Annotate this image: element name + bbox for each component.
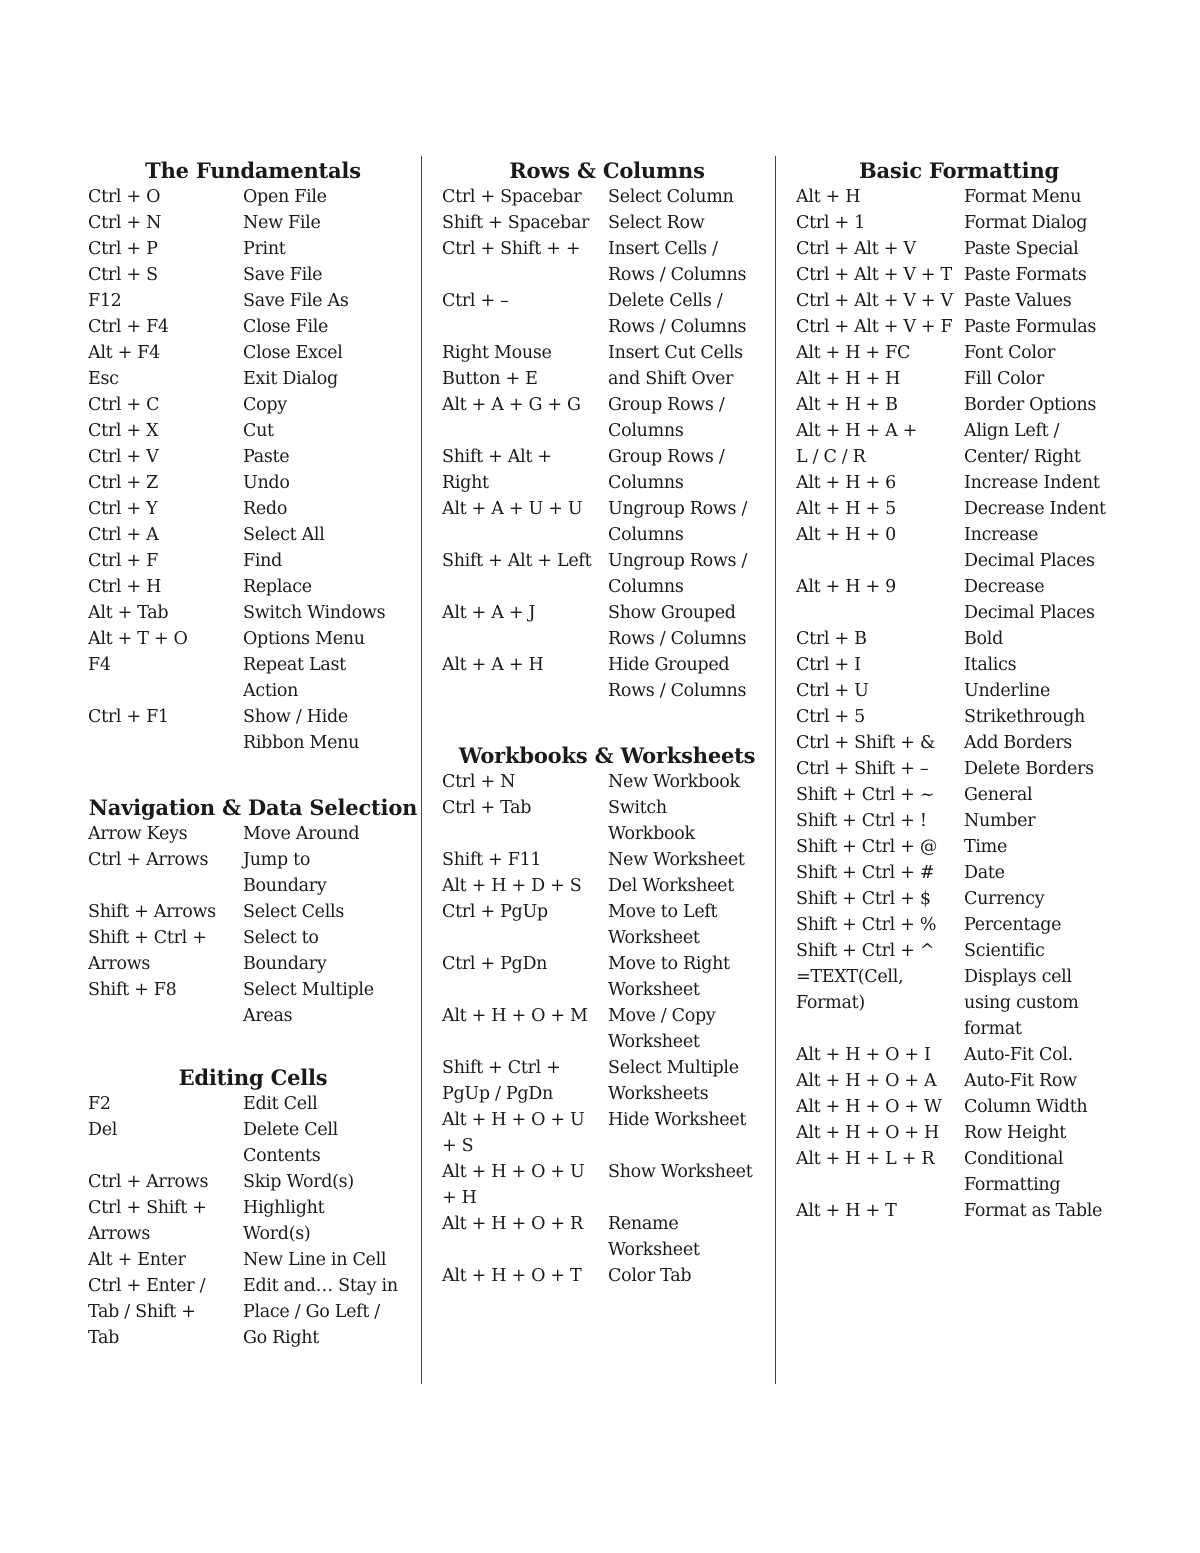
shortcut-row bbox=[796, 418, 1122, 470]
shortcut-row bbox=[88, 444, 418, 470]
shortcut-row bbox=[796, 1198, 1122, 1224]
shortcut-keys: Ctrl + C bbox=[88, 395, 160, 415]
shortcut-keys: Alt + A + G + G bbox=[442, 395, 581, 415]
shortcut-row bbox=[796, 678, 1122, 704]
shortcut-row bbox=[796, 756, 1122, 782]
shortcut-description: Scientific bbox=[964, 941, 1045, 961]
shortcut-row bbox=[796, 938, 1122, 964]
shortcut-keys: Shift + F8 bbox=[88, 980, 177, 1000]
shortcut-keys: Ctrl + 1 bbox=[796, 213, 865, 233]
shortcut-keys: Alt + H + O + R bbox=[442, 1214, 583, 1234]
shortcut-keys: Ctrl + F4 bbox=[88, 317, 169, 337]
shortcut-row bbox=[796, 522, 1122, 574]
shortcut-keys: Ctrl + A bbox=[88, 525, 159, 545]
section-title: The Fundamentals bbox=[145, 158, 361, 183]
shortcut-keys: Alt + H + O + U + S bbox=[442, 1110, 585, 1156]
section-title: Basic Formatting bbox=[858, 158, 1060, 183]
shortcut-row bbox=[796, 1120, 1122, 1146]
shortcut-description: Conditional Formatting bbox=[964, 1149, 1064, 1195]
shortcut-keys: Alt + H + O + M bbox=[442, 1006, 588, 1026]
shortcut-row bbox=[88, 704, 418, 756]
shortcut-row bbox=[442, 548, 772, 600]
shortcut-row bbox=[442, 288, 772, 340]
shortcut-row bbox=[88, 418, 418, 444]
shortcut-row bbox=[796, 210, 1122, 236]
shortcut-row bbox=[88, 925, 418, 977]
shortcut-keys: Ctrl + Alt + V + F bbox=[796, 317, 953, 337]
shortcut-keys: Ctrl + V bbox=[88, 447, 159, 467]
shortcut-description: Find bbox=[243, 551, 283, 571]
shortcut-row bbox=[442, 795, 772, 847]
shortcut-description: Highlight Word(s) bbox=[243, 1198, 325, 1244]
shortcut-keys: F12 bbox=[88, 291, 122, 311]
shortcut-description: Select Row bbox=[608, 213, 705, 233]
shortcut-row bbox=[442, 652, 772, 704]
shortcut-keys: Ctrl + Spacebar bbox=[442, 187, 582, 207]
section-editing bbox=[88, 1065, 418, 1351]
shortcut-description: Delete Cell Contents bbox=[243, 1120, 338, 1166]
shortcut-description: Paste bbox=[243, 447, 290, 467]
shortcut-description: Delete Borders bbox=[964, 759, 1094, 779]
shortcut-list bbox=[88, 821, 418, 1029]
shortcut-list bbox=[442, 769, 772, 1289]
shortcut-description: Ungroup Rows / Columns bbox=[608, 499, 748, 545]
shortcut-row bbox=[442, 444, 772, 496]
shortcut-description: Redo bbox=[243, 499, 288, 519]
shortcut-description: Exit Dialog bbox=[243, 369, 338, 389]
shortcut-description: New Line in Cell bbox=[243, 1250, 387, 1270]
shortcut-description: Show Worksheet bbox=[608, 1162, 753, 1182]
shortcut-description: Close Excel bbox=[243, 343, 343, 363]
shortcut-description: Paste Formulas bbox=[964, 317, 1097, 337]
shortcut-keys: Shift + Ctrl + ^ bbox=[796, 941, 935, 961]
shortcut-row bbox=[88, 366, 418, 392]
shortcut-keys: Alt + H + L + R bbox=[796, 1149, 935, 1169]
column-middle bbox=[432, 152, 772, 1387]
shortcut-keys: Ctrl + F bbox=[88, 551, 158, 571]
shortcut-description: Insert Cut Cells and Shift Over bbox=[608, 343, 743, 389]
shortcut-row bbox=[88, 600, 418, 626]
shortcut-keys: Alt + T + O bbox=[88, 629, 188, 649]
shortcut-row bbox=[796, 314, 1122, 340]
shortcut-row bbox=[796, 392, 1122, 418]
shortcut-description: Strikethrough bbox=[964, 707, 1085, 727]
shortcut-keys: =TEXT(Cell, Format) bbox=[796, 967, 904, 1013]
shortcut-row bbox=[88, 262, 418, 288]
shortcut-keys: Alt + H + H bbox=[796, 369, 901, 389]
shortcut-description: Jump to Boundary bbox=[243, 850, 327, 896]
shortcut-keys: Ctrl + Alt + V + V bbox=[796, 291, 953, 311]
shortcut-row bbox=[796, 470, 1122, 496]
shortcut-keys: Alt + H + O + T bbox=[442, 1266, 582, 1286]
shortcut-description: Options Menu bbox=[243, 629, 365, 649]
shortcut-keys: Alt + H + O + U + H bbox=[442, 1162, 585, 1208]
shortcut-keys: Shift + Alt + Right bbox=[442, 447, 552, 493]
shortcut-description: Undo bbox=[243, 473, 290, 493]
shortcut-row bbox=[796, 626, 1122, 652]
shortcut-description: Show / Hide Ribbon Menu bbox=[243, 707, 360, 753]
column-right bbox=[786, 152, 1122, 1387]
shortcut-keys: Shift + Ctrl + % bbox=[796, 915, 937, 935]
shortcut-keys: F4 bbox=[88, 655, 111, 675]
shortcut-row bbox=[88, 847, 418, 899]
section-title: Rows & Columns bbox=[509, 158, 705, 183]
shortcut-description: Del Worksheet bbox=[608, 876, 734, 896]
shortcut-description: Border Options bbox=[964, 395, 1097, 415]
shortcut-row bbox=[796, 1094, 1122, 1120]
shortcut-row bbox=[442, 1055, 772, 1107]
shortcut-keys: Alt + A + U + U bbox=[442, 499, 583, 519]
shortcut-keys: Alt + H + O + I bbox=[796, 1045, 931, 1065]
shortcut-description: Select Multiple Areas bbox=[243, 980, 374, 1026]
shortcut-row bbox=[88, 1169, 418, 1195]
shortcut-row bbox=[88, 236, 418, 262]
shortcut-description: Italics bbox=[964, 655, 1017, 675]
shortcut-row bbox=[442, 210, 772, 236]
shortcut-description: Underline bbox=[964, 681, 1051, 701]
shortcut-description: Select Column bbox=[608, 187, 734, 207]
shortcut-keys: Ctrl + F1 bbox=[88, 707, 169, 727]
shortcut-description: Color Tab bbox=[608, 1266, 692, 1286]
shortcut-description: Format as Table bbox=[964, 1201, 1103, 1221]
shortcut-row bbox=[88, 1195, 418, 1247]
shortcut-keys: Shift + Arrows bbox=[88, 902, 216, 922]
section-rows-columns bbox=[442, 158, 772, 704]
shortcut-row bbox=[796, 704, 1122, 730]
column-left bbox=[78, 152, 418, 1387]
shortcut-keys: Esc bbox=[88, 369, 119, 389]
shortcut-description: Copy bbox=[243, 395, 287, 415]
shortcut-description: Select to Boundary bbox=[243, 928, 327, 974]
shortcut-row bbox=[796, 366, 1122, 392]
shortcut-keys: Shift + Alt + Left bbox=[442, 551, 592, 571]
section-navigation bbox=[88, 795, 418, 1029]
shortcut-description: Select Multiple Worksheets bbox=[608, 1058, 739, 1104]
shortcut-description: Format Dialog bbox=[964, 213, 1088, 233]
shortcut-row bbox=[796, 340, 1122, 366]
shortcut-description: General bbox=[964, 785, 1033, 805]
shortcut-row bbox=[88, 522, 418, 548]
shortcut-description: Select Cells bbox=[243, 902, 345, 922]
shortcut-description: Edit Cell bbox=[243, 1094, 318, 1114]
shortcut-row bbox=[796, 652, 1122, 678]
shortcut-keys: Ctrl + PgDn bbox=[442, 954, 548, 974]
shortcut-row bbox=[88, 652, 418, 704]
shortcut-keys: Ctrl + 5 bbox=[796, 707, 865, 727]
shortcut-keys: Alt + H + O + W bbox=[796, 1097, 942, 1117]
shortcut-keys: Ctrl + O bbox=[88, 187, 161, 207]
shortcut-list bbox=[796, 184, 1122, 1224]
shortcut-keys: Shift + Ctrl + @ bbox=[796, 837, 938, 857]
shortcut-description: Cut bbox=[243, 421, 274, 441]
shortcut-description: Hide Worksheet bbox=[608, 1110, 747, 1130]
section-workbooks-worksheets bbox=[442, 743, 772, 1289]
shortcut-keys: Ctrl + I bbox=[796, 655, 861, 675]
shortcut-description: Hide Grouped Rows / Columns bbox=[608, 655, 747, 701]
shortcut-description: Format Menu bbox=[964, 187, 1082, 207]
shortcut-row bbox=[442, 184, 772, 210]
shortcut-row bbox=[442, 951, 772, 1003]
shortcut-keys: Ctrl + PgUp bbox=[442, 902, 548, 922]
shortcut-description: Displays cell using custom format bbox=[964, 967, 1079, 1039]
shortcut-description: Time bbox=[964, 837, 1008, 857]
shortcut-description: Add Borders bbox=[964, 733, 1072, 753]
shortcut-row bbox=[442, 1211, 772, 1263]
shortcut-keys: Alt + H + O + A bbox=[796, 1071, 937, 1091]
shortcut-description: Skip Word(s) bbox=[243, 1172, 354, 1192]
shortcut-description: Decrease Decimal Places bbox=[964, 577, 1095, 623]
shortcut-keys: Shift + Ctrl + Arrows bbox=[88, 928, 207, 974]
shortcut-row bbox=[442, 236, 772, 288]
shortcut-description: Group Rows / Columns bbox=[608, 395, 725, 441]
shortcut-keys: Ctrl + Shift + Arrows bbox=[88, 1198, 207, 1244]
shortcut-keys: Alt + Enter bbox=[88, 1250, 186, 1270]
shortcut-description: Save File bbox=[243, 265, 323, 285]
shortcut-row bbox=[796, 574, 1122, 626]
section-fundamentals bbox=[88, 158, 418, 756]
shortcut-keys: Alt + A + J bbox=[442, 603, 536, 623]
shortcut-row bbox=[796, 912, 1122, 938]
shortcut-keys: Ctrl + Tab bbox=[442, 798, 532, 818]
shortcut-keys: Shift + Ctrl + $ bbox=[796, 889, 931, 909]
shortcut-keys: Ctrl + X bbox=[88, 421, 159, 441]
shortcut-description: Move to Left Worksheet bbox=[608, 902, 718, 948]
shortcut-description: Date bbox=[964, 863, 1005, 883]
shortcut-keys: Alt + H + T bbox=[796, 1201, 897, 1221]
shortcut-description: Paste Values bbox=[964, 291, 1072, 311]
shortcut-keys: Ctrl + Arrows bbox=[88, 850, 209, 870]
shortcut-keys: Shift + Ctrl + # bbox=[796, 863, 935, 883]
shortcut-description: Print bbox=[243, 239, 286, 259]
shortcut-keys: Ctrl + P bbox=[88, 239, 158, 259]
section-title: Workbooks & Worksheets bbox=[458, 743, 756, 768]
column-divider bbox=[421, 156, 422, 1384]
shortcut-description: Edit and… Stay in Place / Go Left / Go Right bbox=[243, 1276, 398, 1348]
shortcut-row bbox=[796, 262, 1122, 288]
shortcut-keys: Ctrl + H bbox=[88, 577, 162, 597]
shortcut-row bbox=[796, 782, 1122, 808]
shortcut-description: Percentage bbox=[964, 915, 1062, 935]
shortcut-keys: Ctrl + Shift + + bbox=[442, 239, 581, 259]
shortcut-description: Currency bbox=[964, 889, 1045, 909]
shortcut-description: Switch Workbook bbox=[608, 798, 695, 844]
shortcut-description: Close File bbox=[243, 317, 329, 337]
shortcut-keys: F2 bbox=[88, 1094, 111, 1114]
shortcut-description: Increase Indent bbox=[964, 473, 1100, 493]
shortcut-row bbox=[88, 1091, 418, 1117]
shortcut-keys: Ctrl + B bbox=[796, 629, 867, 649]
shortcut-row bbox=[88, 899, 418, 925]
shortcut-row bbox=[88, 496, 418, 522]
shortcut-keys: Shift + Ctrl + PgUp / PgDn bbox=[442, 1058, 561, 1104]
shortcut-list bbox=[88, 184, 418, 756]
shortcut-keys: Alt + H bbox=[796, 187, 861, 207]
shortcut-row bbox=[796, 496, 1122, 522]
shortcut-row bbox=[442, 899, 772, 951]
shortcut-row bbox=[796, 1042, 1122, 1068]
shortcut-description: Paste Special bbox=[964, 239, 1079, 259]
shortcut-keys: Alt + H + 6 bbox=[796, 473, 896, 493]
shortcut-description: Open File bbox=[243, 187, 327, 207]
shortcut-row bbox=[442, 496, 772, 548]
shortcut-description: Ungroup Rows / Columns bbox=[608, 551, 748, 597]
shortcut-row bbox=[796, 834, 1122, 860]
shortcut-description: Select All bbox=[243, 525, 325, 545]
shortcut-row bbox=[796, 886, 1122, 912]
shortcut-keys: Alt + Tab bbox=[88, 603, 169, 623]
shortcut-keys: Arrow Keys bbox=[88, 824, 188, 844]
shortcut-keys: Ctrl + N bbox=[442, 772, 516, 792]
shortcut-keys: Del bbox=[88, 1120, 118, 1140]
shortcut-row bbox=[442, 1003, 772, 1055]
shortcut-row bbox=[88, 314, 418, 340]
shortcut-keys: Ctrl + N bbox=[88, 213, 162, 233]
shortcut-keys: Alt + H + FC bbox=[796, 343, 911, 363]
shortcut-keys: Shift + Spacebar bbox=[442, 213, 590, 233]
section-title: Editing Cells bbox=[178, 1065, 328, 1090]
shortcut-row bbox=[88, 821, 418, 847]
shortcut-row bbox=[796, 288, 1122, 314]
shortcut-keys: Alt + H + O + H bbox=[796, 1123, 940, 1143]
shortcut-description: New Worksheet bbox=[608, 850, 745, 870]
shortcut-description: Delete Cells / Rows / Columns bbox=[608, 291, 747, 337]
shortcut-description: Fill Color bbox=[964, 369, 1044, 389]
shortcut-description: Row Height bbox=[964, 1123, 1066, 1143]
shortcut-row bbox=[442, 1159, 772, 1211]
shortcut-keys: Alt + H + D + S bbox=[442, 876, 582, 896]
shortcut-description: New Workbook bbox=[608, 772, 740, 792]
shortcut-description: New File bbox=[243, 213, 321, 233]
shortcut-row bbox=[88, 288, 418, 314]
shortcut-keys: Ctrl + Alt + V + T bbox=[796, 265, 952, 285]
shortcut-row bbox=[796, 184, 1122, 210]
shortcut-row bbox=[88, 548, 418, 574]
shortcut-row bbox=[442, 847, 772, 873]
shortcut-row bbox=[88, 470, 418, 496]
shortcut-description: Align Left / Center/ Right bbox=[964, 421, 1081, 467]
shortcut-keys: Shift + Ctrl + ~ bbox=[796, 785, 935, 805]
column-divider bbox=[775, 156, 776, 1384]
cheat-sheet-page bbox=[78, 152, 1122, 1387]
shortcut-keys: Ctrl + Alt + V bbox=[796, 239, 916, 259]
shortcut-keys: Shift + Ctrl + ! bbox=[796, 811, 927, 831]
shortcut-description: Paste Formats bbox=[964, 265, 1087, 285]
shortcut-description: Auto-Fit Row bbox=[964, 1071, 1077, 1091]
shortcut-keys: Ctrl + Y bbox=[88, 499, 158, 519]
shortcut-description: Insert Cells / Rows / Columns bbox=[608, 239, 747, 285]
shortcut-description: Repeat Last Action bbox=[243, 655, 346, 701]
shortcut-description: Column Width bbox=[964, 1097, 1088, 1117]
shortcut-row bbox=[88, 1117, 418, 1169]
shortcut-keys: Ctrl + U bbox=[796, 681, 869, 701]
shortcut-keys: Alt + H + 9 bbox=[796, 577, 896, 597]
shortcut-description: Move Around bbox=[243, 824, 360, 844]
shortcut-row bbox=[88, 574, 418, 600]
shortcut-row bbox=[88, 184, 418, 210]
shortcut-row bbox=[88, 977, 418, 1029]
shortcut-list bbox=[442, 184, 772, 704]
shortcut-keys: Alt + A + H bbox=[442, 655, 544, 675]
shortcut-description: Move / Copy Worksheet bbox=[608, 1006, 716, 1052]
shortcut-row bbox=[442, 600, 772, 652]
shortcut-keys: Ctrl + Z bbox=[88, 473, 158, 493]
shortcut-row bbox=[796, 860, 1122, 886]
shortcut-keys: Shift + F11 bbox=[442, 850, 542, 870]
shortcut-keys: Right Mouse Button + E bbox=[442, 343, 552, 389]
shortcut-row bbox=[442, 1107, 772, 1159]
shortcut-keys: Ctrl + Shift + & bbox=[796, 733, 936, 753]
shortcut-row bbox=[442, 392, 772, 444]
shortcut-keys: Alt + H + A + L / C / R bbox=[796, 421, 918, 467]
shortcut-row bbox=[442, 340, 772, 392]
shortcut-row bbox=[796, 730, 1122, 756]
shortcut-description: Bold bbox=[964, 629, 1003, 649]
shortcut-description: Number bbox=[964, 811, 1036, 831]
shortcut-row bbox=[796, 1068, 1122, 1094]
shortcut-keys: Ctrl + Shift + – bbox=[796, 759, 929, 779]
section-title: Navigation & Data Selection bbox=[88, 795, 418, 820]
shortcut-description: Auto-Fit Col. bbox=[964, 1045, 1073, 1065]
shortcut-keys: Alt + H + B bbox=[796, 395, 898, 415]
shortcut-keys: Alt + H + 0 bbox=[796, 525, 896, 545]
shortcut-keys: Ctrl + Enter / Tab / Shift + Tab bbox=[88, 1276, 206, 1348]
shortcut-list bbox=[88, 1091, 418, 1351]
shortcut-description: Font Color bbox=[964, 343, 1056, 363]
shortcut-description: Switch Windows bbox=[243, 603, 386, 623]
shortcut-description: Increase Decimal Places bbox=[964, 525, 1095, 571]
shortcut-description: Group Rows / Columns bbox=[608, 447, 725, 493]
shortcut-row bbox=[88, 340, 418, 366]
shortcut-row bbox=[796, 964, 1122, 1042]
shortcut-row bbox=[442, 873, 772, 899]
shortcut-row bbox=[88, 210, 418, 236]
shortcut-row bbox=[796, 1146, 1122, 1198]
section-basic-formatting bbox=[796, 158, 1122, 1224]
shortcut-description: Decrease Indent bbox=[964, 499, 1106, 519]
shortcut-row bbox=[88, 626, 418, 652]
shortcut-row bbox=[88, 1247, 418, 1273]
shortcut-description: Show Grouped Rows / Columns bbox=[608, 603, 747, 649]
shortcut-description: Replace bbox=[243, 577, 312, 597]
shortcut-description: Rename Worksheet bbox=[608, 1214, 700, 1260]
shortcut-keys: Ctrl + Arrows bbox=[88, 1172, 209, 1192]
shortcut-keys: Alt + H + 5 bbox=[796, 499, 896, 519]
shortcut-row bbox=[796, 236, 1122, 262]
shortcut-keys: Ctrl + – bbox=[442, 291, 509, 311]
shortcut-description: Move to Right Worksheet bbox=[608, 954, 730, 1000]
shortcut-row bbox=[442, 1263, 772, 1289]
shortcut-keys: Ctrl + S bbox=[88, 265, 158, 285]
shortcut-row bbox=[88, 392, 418, 418]
shortcut-row bbox=[796, 808, 1122, 834]
shortcut-keys: Alt + F4 bbox=[88, 343, 160, 363]
shortcut-row bbox=[442, 769, 772, 795]
shortcut-row bbox=[88, 1273, 418, 1351]
shortcut-description: Save File As bbox=[243, 291, 349, 311]
